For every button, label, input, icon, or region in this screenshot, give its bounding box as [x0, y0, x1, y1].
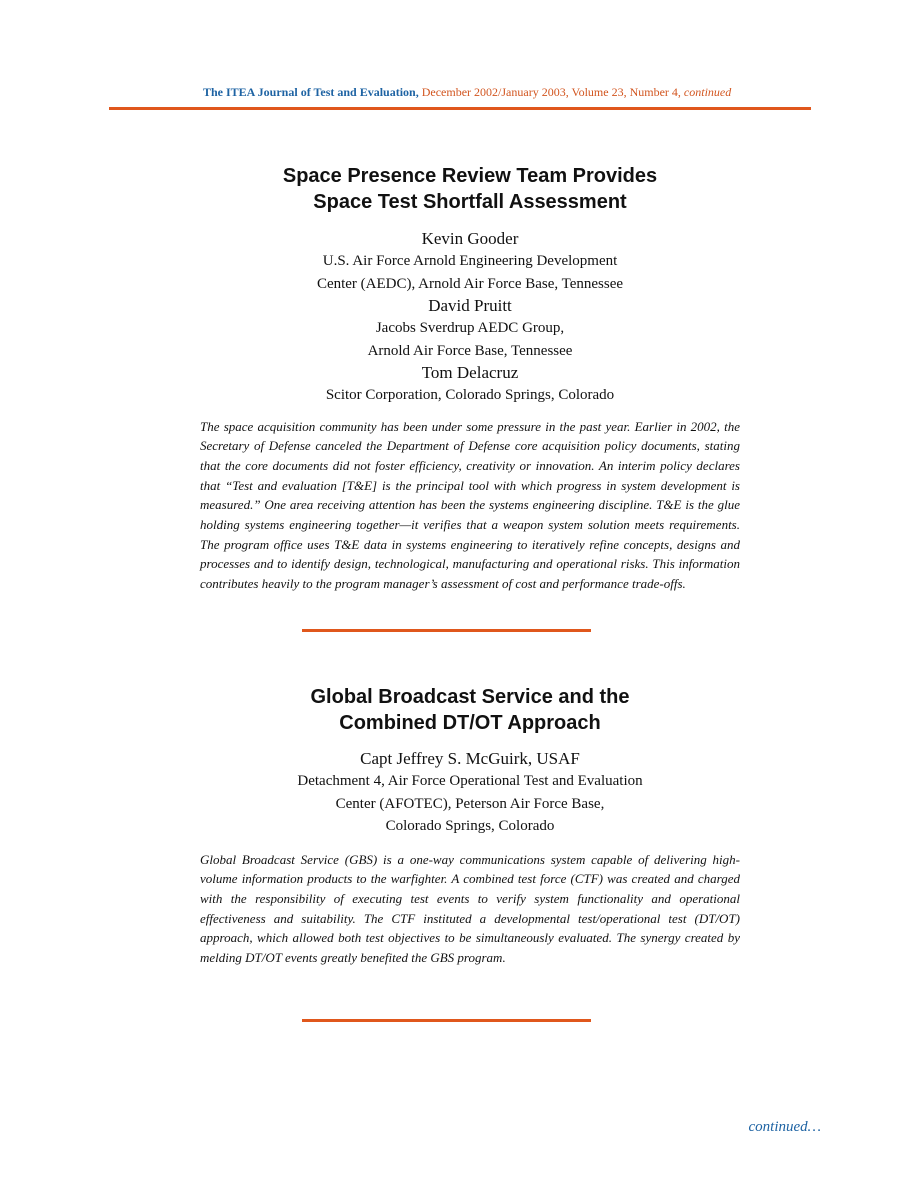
article-abstract: Global Broadcast Service (GBS) is a one-way communications system capable of delivering high-volume information products to the warfighter. A combined test force (CTF) was created and charged with the responsibility of executing test events to verify system functionality and operational effectiveness and suitability. The CTF instituted a developmental test/operational test (DT/OT) approach, which allowed both test objectives to be simultaneously evaluated. The synergy created by melding DT/OT events greatly benefited the GBS program. — [200, 851, 740, 966]
title-line: Space Presence Review Team Provides — [282, 165, 658, 187]
byline — [200, 748, 740, 838]
header-rule — [109, 107, 811, 110]
header-continued: continued — [683, 85, 732, 99]
article-abstract: The space acquisition community has been under some pressure in the past year. Earlier in 2002, the Secretary of Defense canceled the Department of Defense core acquisition policy documents, stating that the core documents did not foster efficiency, creativity or innovation. An interim policy declares that “Test and evaluation [T&E] is the principal tool with which progress in system development is measured.” One area receiving attention has been the systems engineering discipline. T&E is the glue holding systems engineering together—it verifies that a weapon system solution meets requirements. The program office uses T&E data in systems engineering to iteratively refine concepts, designs and processes and to identify design, technological, manufacturing and operational risks. This information contributes heavily to the program manager’s assessment of cost and performance trade-offs. — [200, 418, 740, 592]
journal-name: The ITEA Journal of Test and Evaluation, — [203, 85, 419, 99]
author-name: David Pruitt — [428, 296, 512, 315]
article-title — [200, 163, 740, 215]
author-name: Kevin Gooder — [421, 229, 519, 248]
article-global-broadcast — [200, 684, 740, 968]
continued-link[interactable]: continued… — [748, 1119, 821, 1135]
running-header — [203, 85, 731, 100]
title-line: Combined DT/OT Approach — [339, 712, 601, 734]
author-affiliation: Colorado Springs, Colorado — [385, 818, 555, 834]
article-separator — [302, 1019, 591, 1022]
title-line: Space Test Shortfall Assessment — [313, 191, 627, 213]
author-affiliation: Center (AFOTEC), Peterson Air Force Base, — [335, 795, 605, 812]
article-space-presence — [200, 163, 740, 594]
article-title — [200, 684, 740, 736]
author-affiliation: Scitor Corporation, Colorado Springs, Colorado — [325, 387, 615, 403]
author-name: Capt Jeffrey S. McGuirk, USAF — [360, 749, 580, 768]
author-affiliation: U.S. Air Force Arnold Engineering Development — [322, 253, 618, 269]
author-affiliation: Center (AEDC), Arnold Air Force Base, Tennessee — [316, 275, 624, 292]
byline — [200, 228, 740, 407]
author-name: Tom Delacruz — [421, 363, 519, 382]
issue-info: December 2002/January 2003, Volume 23, Number 4, — [421, 85, 681, 99]
title-line: Global Broadcast Service and the — [310, 686, 630, 708]
author-affiliation: Detachment 4, Air Force Operational Test and Evaluation — [297, 773, 643, 789]
author-affiliation: Arnold Air Force Base, Tennessee — [367, 342, 573, 359]
article-separator — [302, 629, 591, 632]
author-affiliation: Jacobs Sverdrup AEDC Group, — [375, 320, 565, 336]
